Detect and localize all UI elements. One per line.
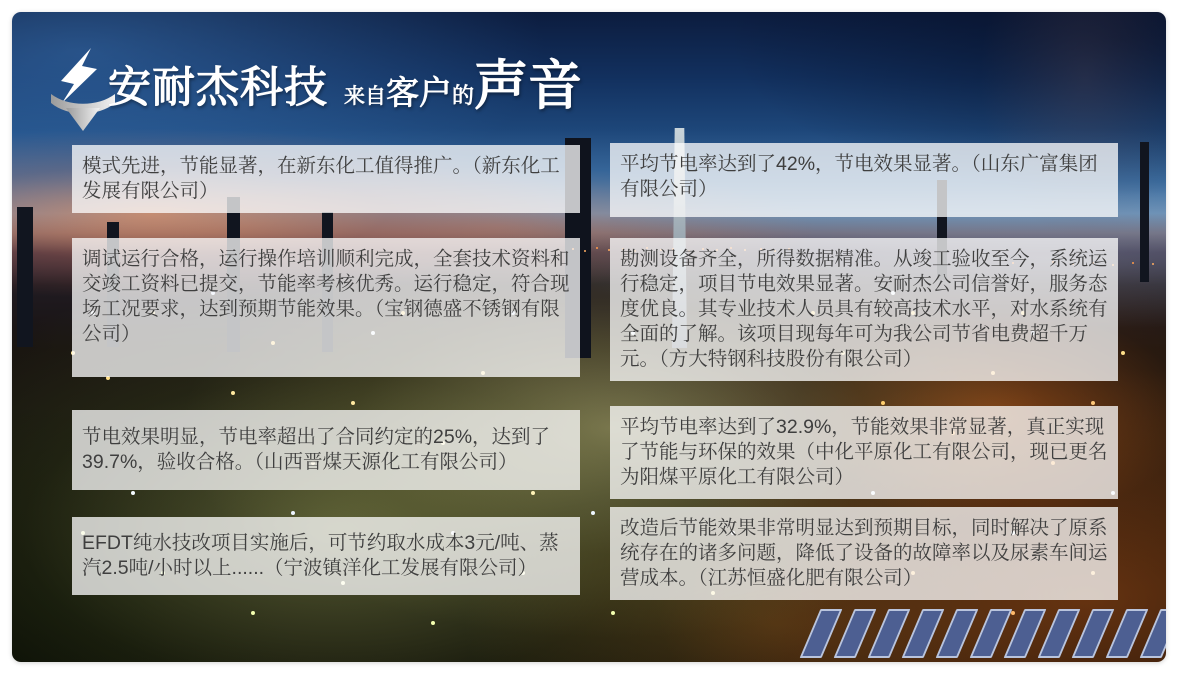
testimonial-card xyxy=(610,143,1118,217)
stripes-decoration xyxy=(810,609,1166,658)
chimney-silhouette xyxy=(1140,142,1149,282)
testimonial-text: 节电效果明显，节电率超出了合同约定的25%，达到了39.7%，验收合格。（山西晋煤天源化工有限公司） xyxy=(82,426,551,473)
tagline-part-1: 来自 xyxy=(344,85,386,108)
page-title xyxy=(108,48,583,116)
testimonial-text: 模式先进，节能显著，在新东化工值得推广。（新东化工发展有限公司） xyxy=(82,155,560,202)
lightning-bolt-down-arrow-icon xyxy=(50,48,116,132)
testimonial-text: EFDT纯水技改项目实施后，可节约取水成本3元/吨、蒸汽2.5吨/小时以上......（宁波镇洋化工发展有限公司） xyxy=(82,532,559,579)
chimney-silhouette xyxy=(17,207,33,347)
lightning-bolt-icon xyxy=(61,48,97,103)
tagline-part-2: 客户 xyxy=(386,74,452,111)
background-photo xyxy=(12,12,1166,662)
down-arrow-icon xyxy=(66,108,100,131)
testimonial-card xyxy=(72,238,580,377)
testimonial-text: 平均节电率达到了32.9%，节能效果非常显著，真正实现了节能与环保的效果（中化平原化工有限公司，现已更名为阳煤平原化工有限公司） xyxy=(620,416,1108,488)
testimonial-text: 调试运行合格，运行操作培训顺利完成，全套技术资料和交竣工资料已提交，节能率考核优秀。运行稳定，符合现场工况要求，达到预期节能效果。（宝钢德盛不锈钢有限公司） xyxy=(82,248,570,345)
testimonial-card xyxy=(72,145,580,213)
testimonial-card xyxy=(72,517,580,595)
testimonial-text: 勘测设备齐全，所得数据精准。从竣工验收至今，系统运行稳定，项目节电效果显著。安耐杰公司信誉好，服务态度优良。其专业技术人员具有较高技术水平，对水系统有全面的了解。该项目现每年可为我公司节省电费超千万元。（方大特钢科技股份有限公司） xyxy=(620,248,1108,370)
brand-name: 安耐杰科技 xyxy=(108,64,328,112)
testimonial-card xyxy=(610,238,1118,381)
company-logo xyxy=(50,48,116,132)
testimonial-card xyxy=(610,507,1118,600)
testimonial-card xyxy=(610,406,1118,499)
testimonial-text: 平均节电率达到了42%，节电效果显著。（山东广富集团有限公司） xyxy=(620,153,1098,200)
tagline-part-4: 声音 xyxy=(474,56,583,116)
testimonial-text: 改造后节能效果非常明显达到预期目标，同时解决了原系统存在的诸多问题，降低了设备的故障率以及尿素车间运营成本。（江苏恒盛化肥有限公司） xyxy=(620,517,1108,589)
testimonial-card xyxy=(72,410,580,490)
horizon-lights-decor xyxy=(12,12,14,14)
tagline-part-3: 的 xyxy=(452,83,475,108)
